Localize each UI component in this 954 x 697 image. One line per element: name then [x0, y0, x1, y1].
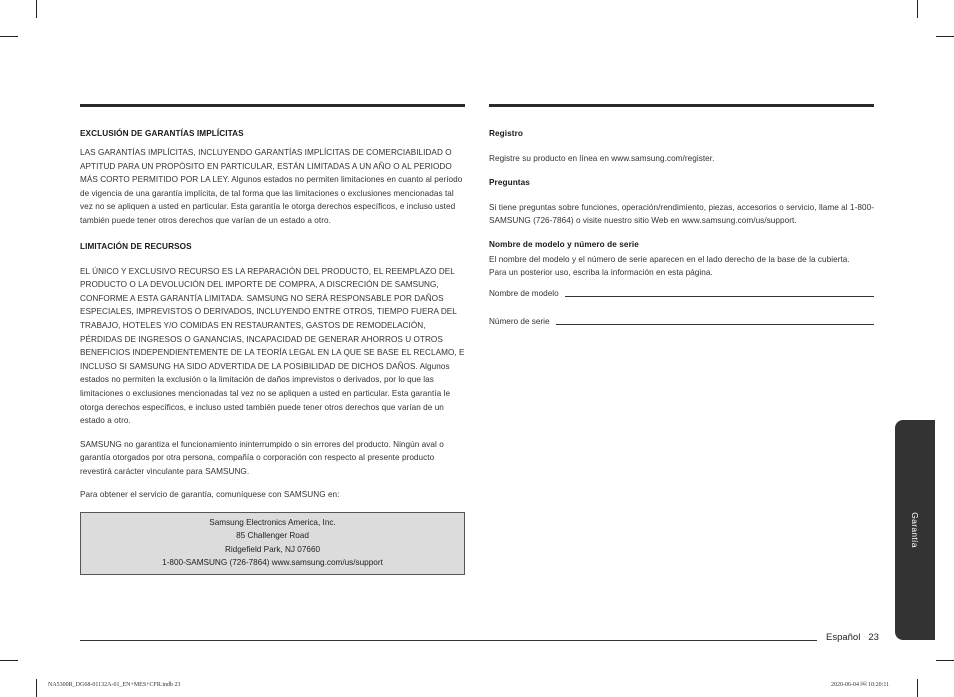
remedy-limitation-body: EL ÚNICO Y EXCLUSIVO RECURSO ES LA REPARACIÓN DEL PRODUCTO, EL REEMPLAZO DEL PRODUCTO O LA DEVOLUCIÓN DEL IMPORTE DE COMPRA, A DISCRECIÓN DE SAMSUNG, CONFORME A ESTA GARANTÍA LIMITADA. SAMSUNG NO SERÁ RESPONSABLE POR DAÑOS ESPECIALES, IMPREVISTOS O DERIVADOS, INCLUYENDO ENTRE OTROS, TIEMPO FUERA DEL TRABAJO, HOTELES Y/O COMIDAS EN RESTAURANTES, GASTOS DE REMODELACIÓN, PÉRDIDAS DE INGRESOS O GANANCIAS, INCAPACIDAD DE GENERAR AHORROS U OTROS BENEFICIOS INDEPENDIENTEMENTE DE LA TEORÍA LEGAL EN LA QUE SE BASE EL RECLAMO, E INCLUSO SI SAMSUNG HA SIDO ADVERTIDA DE LA POSIBILIDAD DE DICHOS DAÑOS. Algunos estados no permiten la exclusión o la limitación de daños imprevistos o derivados, por lo que las limitaciones o exclusiones mencionadas tal vez no se apliquen a usted en particular. Esta garantía le otorga derechos específicos, e incluso usted también puede tener otros derechos que varían de un estado a otro. [80, 266, 465, 426]
page-footer [826, 632, 879, 643]
implied-warranty-heading: EXCLUSIÓN DE GARANTÍAS IMPLÍCITAS [80, 129, 244, 138]
footer-language: Español [826, 632, 861, 643]
address-company: Samsung Electronics America, Inc. [209, 518, 336, 528]
crop-mark [0, 660, 18, 661]
questions-heading: Preguntas [489, 177, 530, 187]
print-slug-datetime: 2020-06-04 ￼ 10:20:11 [831, 682, 890, 688]
left-column [80, 104, 465, 575]
questions-body: Si tiene preguntas sobre funciones, operación/rendimiento, piezas, accesorios o servicio, llame al 1-800-SAMSUNG (726-7864) o visite nuestro sitio Web en www.samsung.com/us/support. [489, 202, 874, 226]
crop-mark [917, 679, 918, 697]
print-slug-file: NA5300R_DG68-01132A-01_EN+MES+CFR.indb 23 [48, 682, 181, 688]
registration-heading: Registro [489, 129, 524, 138]
crop-mark [936, 660, 954, 661]
footer-rule [80, 640, 817, 641]
model-serial-heading: Nombre de modelo y número de serie [489, 239, 639, 249]
serial-number-field[interactable] [489, 314, 874, 326]
no-warranty-uninterrupted: SAMSUNG no garantiza el funcionamiento ininterrumpido o sin errores del producto. Ningún aval o garantía otorgados por otra persona, compañía o corporación con respecto al presente producto revestirá carácter vinculante para SAMSUNG. [80, 439, 444, 476]
model-name-field[interactable] [489, 286, 874, 298]
serial-number-blank-line[interactable] [556, 314, 874, 325]
remedy-limitation-heading: LIMITACIÓN DE RECURSOS [80, 241, 192, 251]
address-street: 85 Challenger Road [236, 531, 309, 541]
crop-mark [936, 36, 954, 37]
model-name-label: Nombre de modelo [489, 288, 559, 298]
column-top-rule [80, 104, 465, 107]
service-contact-intro: Para obtener el servicio de garantía, comuníquese con SAMSUNG en: [80, 490, 340, 500]
serial-number-label: Número de serie [489, 316, 550, 326]
registration-body: Registre su producto en línea en www.samsung.com/register. [489, 154, 715, 163]
crop-mark [36, 679, 37, 697]
page-number: 23 [868, 632, 879, 643]
address-phone-web: 1-800-SAMSUNG (726-7864) www.samsung.com/us/support [162, 558, 383, 568]
model-serial-location: El nombre del modelo y el número de serie aparecen en el lado derecho de la base de la cubierta. [489, 254, 850, 264]
model-serial-instruction: Para un posterior uso, escriba la información en esta página. [489, 268, 713, 278]
address-box [80, 512, 465, 575]
section-side-tab [895, 420, 935, 640]
model-name-blank-line[interactable] [565, 286, 874, 297]
address-city: Ridgefield Park, NJ 07660 [224, 544, 321, 554]
crop-mark [917, 0, 918, 18]
crop-mark [36, 0, 37, 18]
implied-warranty-body: LAS GARANTÍAS IMPLÍCITAS, INCLUYENDO GARANTÍAS IMPLÍCITAS DE COMERCIABILIDAD O APTITUD PARA UN PROPÓSITO EN PARTICULAR, ESTÁN LIMITADAS A UN AÑO O AL PERIODO MÁS CORTO PERMITIDO POR LA LEY. Algunos estados no permiten limitaciones en cuanto al período de vigencia de una garantía implícita, de tal forma que las limitaciones o exclusiones mencionadas tal vez no se apliquen a usted en particular. Esta garantía le otorga derechos específicos, e incluso usted también puede tener otros derechos que varían de un estado a otro. [80, 148, 463, 225]
side-tab-label: Garantía [910, 512, 920, 548]
crop-mark [0, 36, 18, 37]
column-top-rule [489, 104, 874, 107]
right-column [489, 104, 874, 342]
